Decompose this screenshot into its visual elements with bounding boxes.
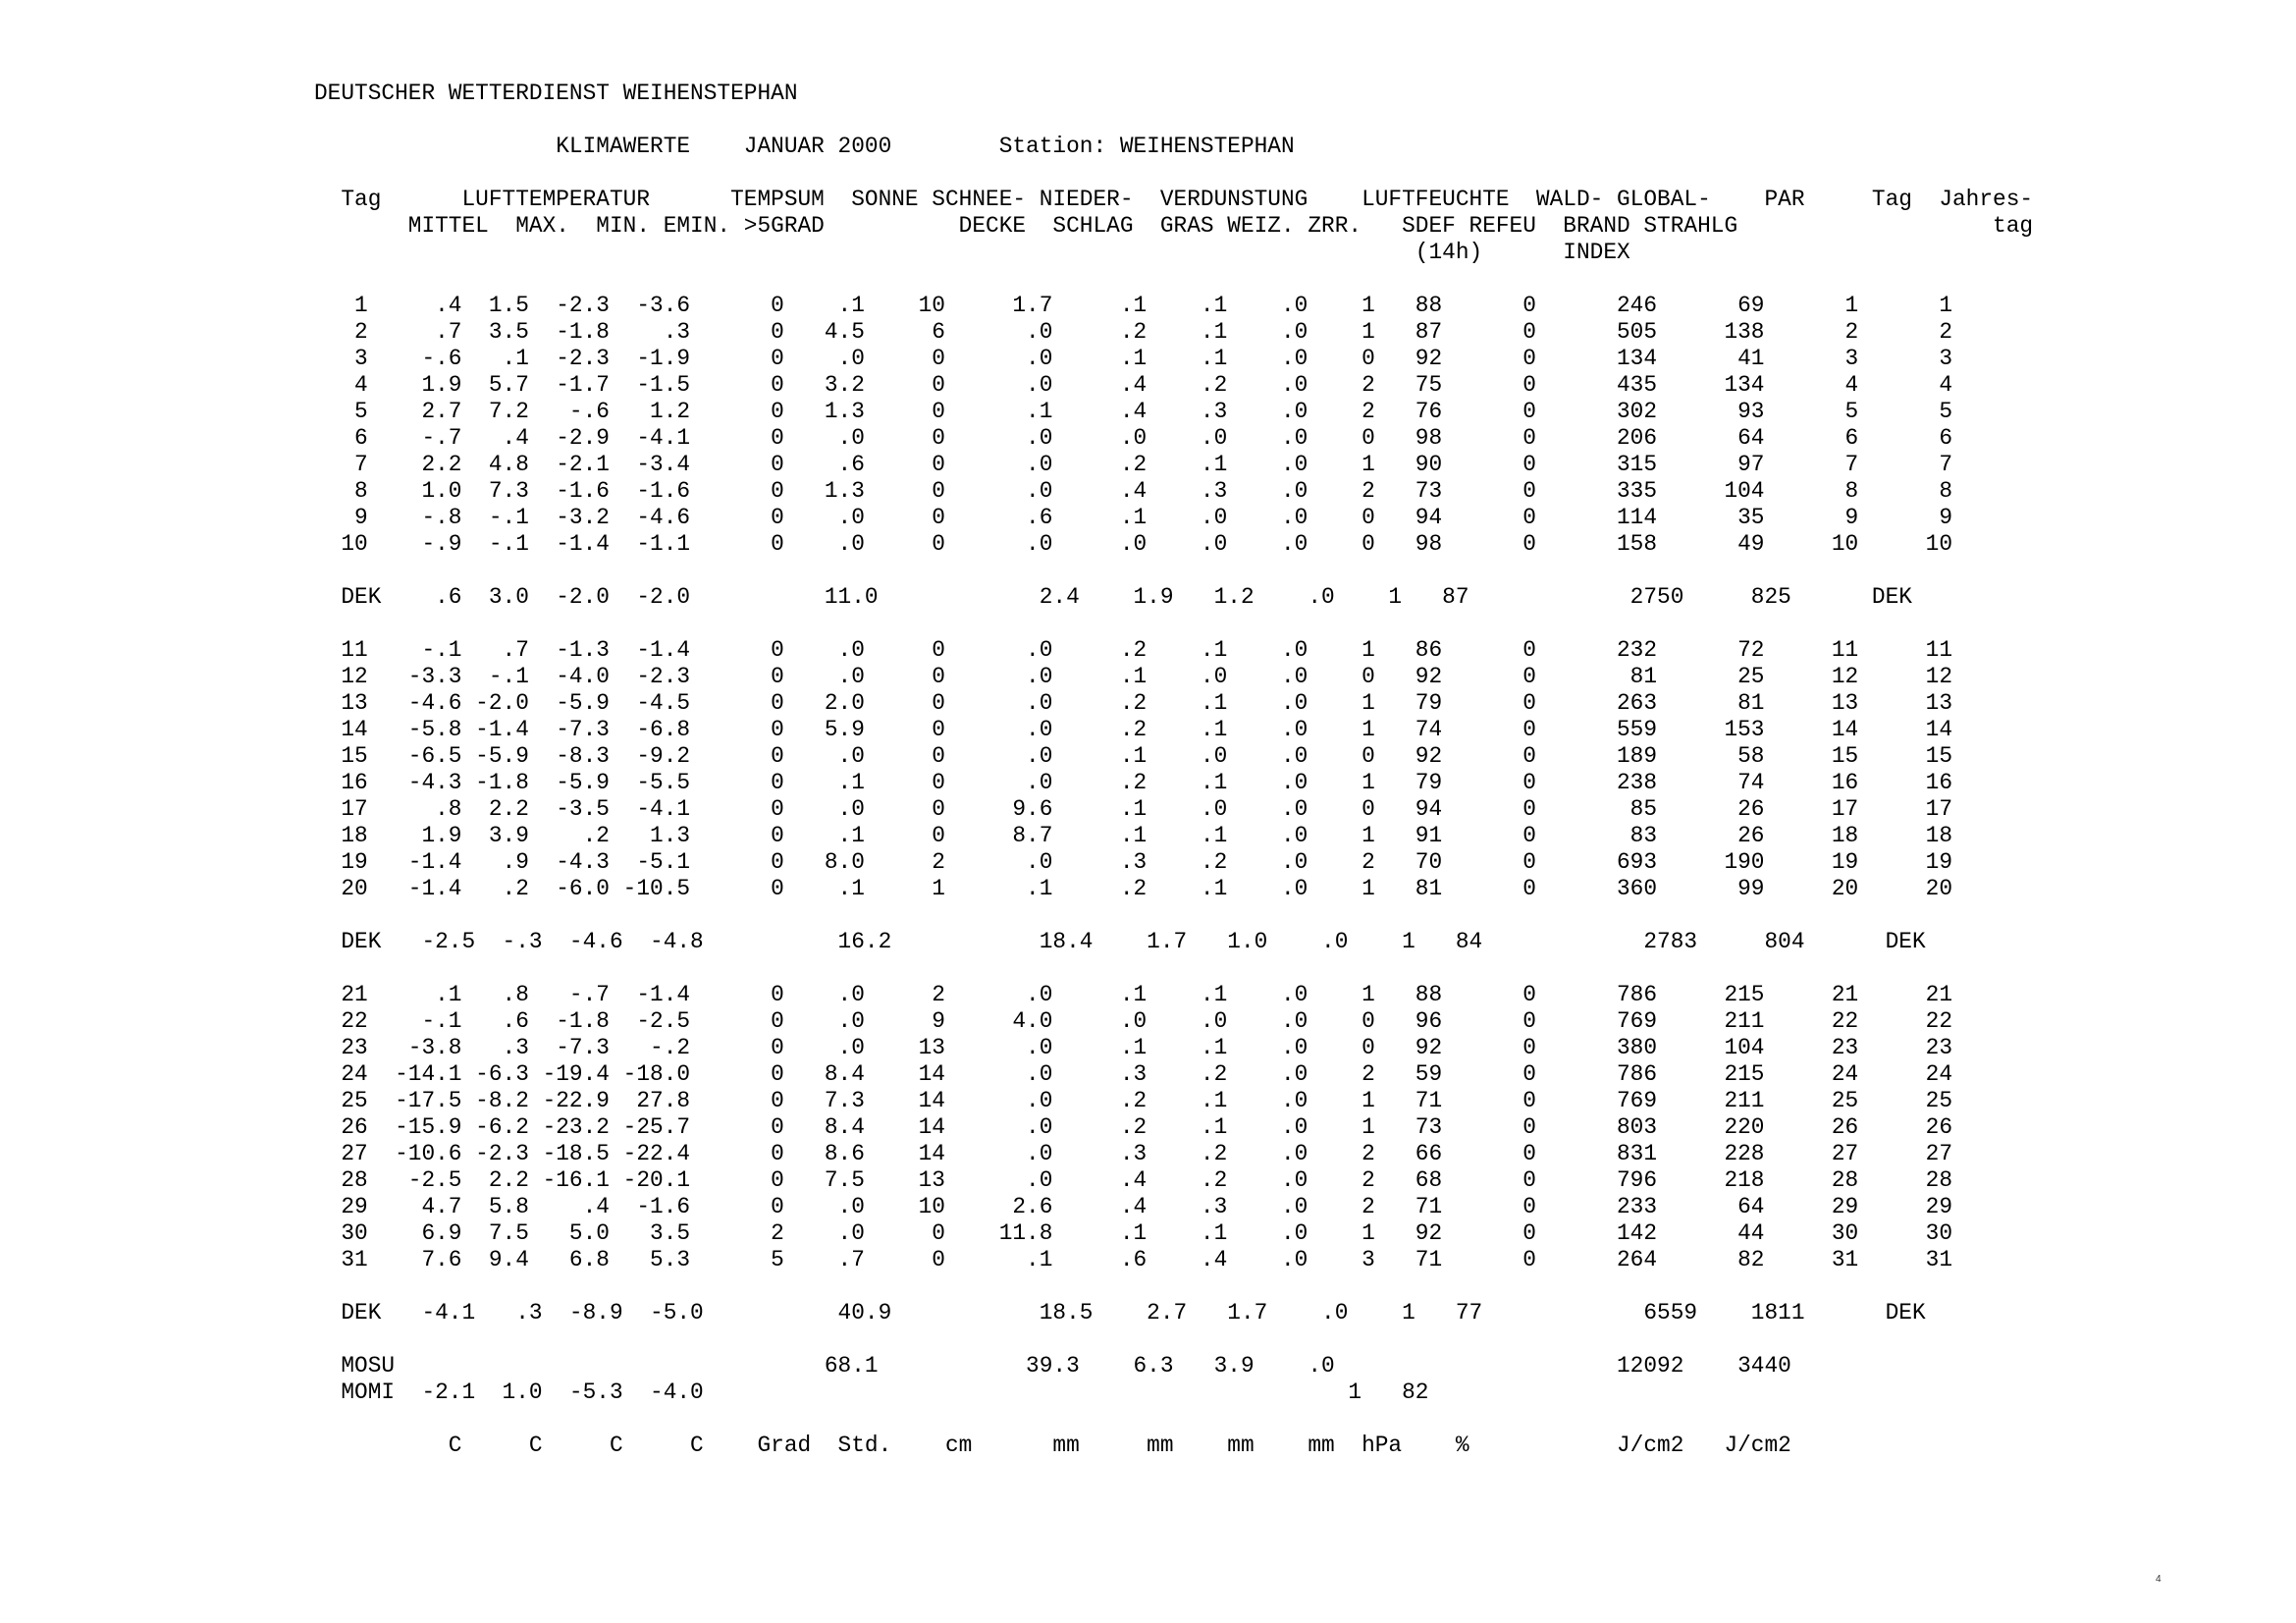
table-row: 30 6.9 7.5 5.0 3.5 2 .0 0 11.8 .1 .1 .0 1 92 0 142 44 30 30 [314, 1220, 1953, 1246]
table-row: 14 -5.8 -1.4 -7.3 -6.8 0 5.9 0 .0 .2 .1 .0 1 74 0 559 153 14 14 [314, 717, 1953, 742]
table-row: 13 -4.6 -2.0 -5.9 -4.5 0 2.0 0 .0 .2 .1 .0 1 79 0 263 81 13 13 [314, 690, 1953, 716]
table-row: 19 -1.4 .9 -4.3 -5.1 0 8.0 2 .0 .3 .2 .0 2 70 0 693 190 19 19 [314, 849, 1953, 875]
decade-summary-row: DEK .6 3.0 -2.0 -2.0 11.0 2.4 1.9 1.2 .0 1 87 2750 825 DEK [314, 584, 1912, 610]
header-institution: DEUTSCHER WETTERDIENST WEIHENSTEPHAN [314, 81, 798, 106]
table-row: 1 .4 1.5 -2.3 -3.6 0 .1 10 1.7 .1 .1 .0 1 88 0 246 69 1 1 [314, 293, 1953, 318]
column-header-line-3: (14h) INDEX [314, 240, 1630, 265]
decade-summary-row: DEK -4.1 .3 -8.9 -5.0 40.9 18.5 2.7 1.7 .0 1 77 6559 1811 DEK [314, 1300, 1926, 1325]
table-row: 12 -3.3 -.1 -4.0 -2.3 0 .0 0 .0 .1 .0 .0 0 92 0 81 25 12 12 [314, 664, 1953, 689]
table-row: 11 -.1 .7 -1.3 -1.4 0 .0 0 .0 .2 .1 .0 1 86 0 232 72 11 11 [314, 637, 1953, 663]
table-row: 6 -.7 .4 -2.9 -4.1 0 .0 0 .0 .0 .0 .0 0 98 0 206 64 6 6 [314, 425, 1953, 451]
table-row: 24 -14.1 -6.3 -19.4 -18.0 0 8.4 14 .0 .3 .2 .0 2 59 0 786 215 24 24 [314, 1061, 1953, 1087]
table-row: 10 -.9 -.1 -1.4 -1.1 0 .0 0 .0 .0 .0 .0 0 98 0 158 49 10 10 [314, 531, 1953, 557]
table-row: 21 .1 .8 -.7 -1.4 0 .0 2 .0 .1 .1 .0 1 88 0 786 215 21 21 [314, 982, 1953, 1007]
table-row: 9 -.8 -.1 -3.2 -4.6 0 .0 0 .6 .1 .0 .0 0 94 0 114 35 9 9 [314, 505, 1953, 530]
units-row: C C C C Grad Std. cm mm mm mm mm hPa % J/cm2 J/cm2 [314, 1433, 1791, 1458]
table-row: 2 .7 3.5 -1.8 .3 0 4.5 6 .0 .2 .1 .0 1 87 0 505 138 2 2 [314, 319, 1953, 345]
table-row: 28 -2.5 2.2 -16.1 -20.1 0 7.5 13 .0 .4 .2 .0 2 68 0 796 218 28 28 [314, 1167, 1953, 1193]
table-row: 22 -.1 .6 -1.8 -2.5 0 .0 9 4.0 .0 .0 .0 0 96 0 769 211 22 22 [314, 1008, 1953, 1034]
table-row: 29 4.7 5.8 .4 -1.6 0 .0 10 2.6 .4 .3 .0 2 71 0 233 64 29 29 [314, 1194, 1953, 1219]
table-row: 31 7.6 9.4 6.8 5.3 5 .7 0 .1 .6 .4 .0 3 71 0 264 82 31 31 [314, 1247, 1953, 1272]
table-row: 26 -15.9 -6.2 -23.2 -25.7 0 8.4 14 .0 .2 .1 .0 1 73 0 803 220 26 26 [314, 1114, 1953, 1140]
table-row: 18 1.9 3.9 .2 1.3 0 .1 0 8.7 .1 .1 .0 1 91 0 83 26 18 18 [314, 823, 1953, 848]
table-row: 17 .8 2.2 -3.5 -4.1 0 .0 0 9.6 .1 .0 .0 0 94 0 85 26 17 17 [314, 796, 1953, 822]
table-row: 8 1.0 7.3 -1.6 -1.6 0 1.3 0 .0 .4 .3 .0 2 73 0 335 104 8 8 [314, 478, 1953, 504]
table-row: 4 1.9 5.7 -1.7 -1.5 0 3.2 0 .0 .4 .2 .0 2 75 0 435 134 4 4 [314, 372, 1953, 398]
table-row: 15 -6.5 -5.9 -8.3 -9.2 0 .0 0 .0 .1 .0 .0 0 92 0 189 58 15 15 [314, 743, 1953, 769]
decade-summary-row: DEK -2.5 -.3 -4.6 -4.8 16.2 18.4 1.7 1.0 .0 1 84 2783 804 DEK [314, 929, 1926, 954]
table-row: 3 -.6 .1 -2.3 -1.9 0 .0 0 .0 .1 .1 .0 0 92 0 134 41 3 3 [314, 346, 1953, 371]
table-row: 5 2.7 7.2 -.6 1.2 0 1.3 0 .1 .4 .3 .0 2 76 0 302 93 5 5 [314, 399, 1953, 424]
table-row: 20 -1.4 .2 -6.0 -10.5 0 .1 1 .1 .2 .1 .0 1 81 0 360 99 20 20 [314, 876, 1953, 901]
table-row: 27 -10.6 -2.3 -18.5 -22.4 0 8.6 14 .0 .3 .2 .0 2 66 0 831 228 27 27 [314, 1141, 1953, 1166]
column-header-line-2: MITTEL MAX. MIN. EMIN. >5GRAD DECKE SCHLAG GRAS WEIZ. ZRR. SDEF REFEU BRAND STRAHLG tag [314, 213, 2034, 239]
column-header-line-1: Tag LUFTTEMPERATUR TEMPSUM SONNE SCHNEE- NIEDER- VERDUNSTUNG LUFTFEUCHTE WALD- GLOBAL- PAR Tag Jahres- [314, 187, 2034, 212]
header-title-line: KLIMAWERTE JANUAR 2000 Station: WEIHENSTEPHAN [314, 134, 1295, 159]
table-row: 25 -17.5 -8.2 -22.9 27.8 0 7.3 14 .0 .2 .1 .0 1 71 0 769 211 25 25 [314, 1088, 1953, 1113]
table-row: 7 2.2 4.8 -2.1 -3.4 0 .6 0 .0 .2 .1 .0 1 90 0 315 97 7 7 [314, 452, 1953, 477]
table-row: 23 -3.8 .3 -7.3 -.2 0 .0 13 .0 .1 .1 .0 0 92 0 380 104 23 23 [314, 1035, 1953, 1060]
monthly-sum-row: MOSU 68.1 39.3 6.3 3.9 .0 12092 3440 [314, 1353, 1791, 1379]
page-number: 4 [2156, 1574, 2162, 1585]
table-row: 16 -4.3 -1.8 -5.9 -5.5 0 .1 0 .0 .2 .1 .0 1 79 0 238 74 16 16 [314, 770, 1953, 795]
monthly-mean-row: MOMI -2.1 1.0 -5.3 -4.0 1 82 [314, 1380, 1429, 1405]
